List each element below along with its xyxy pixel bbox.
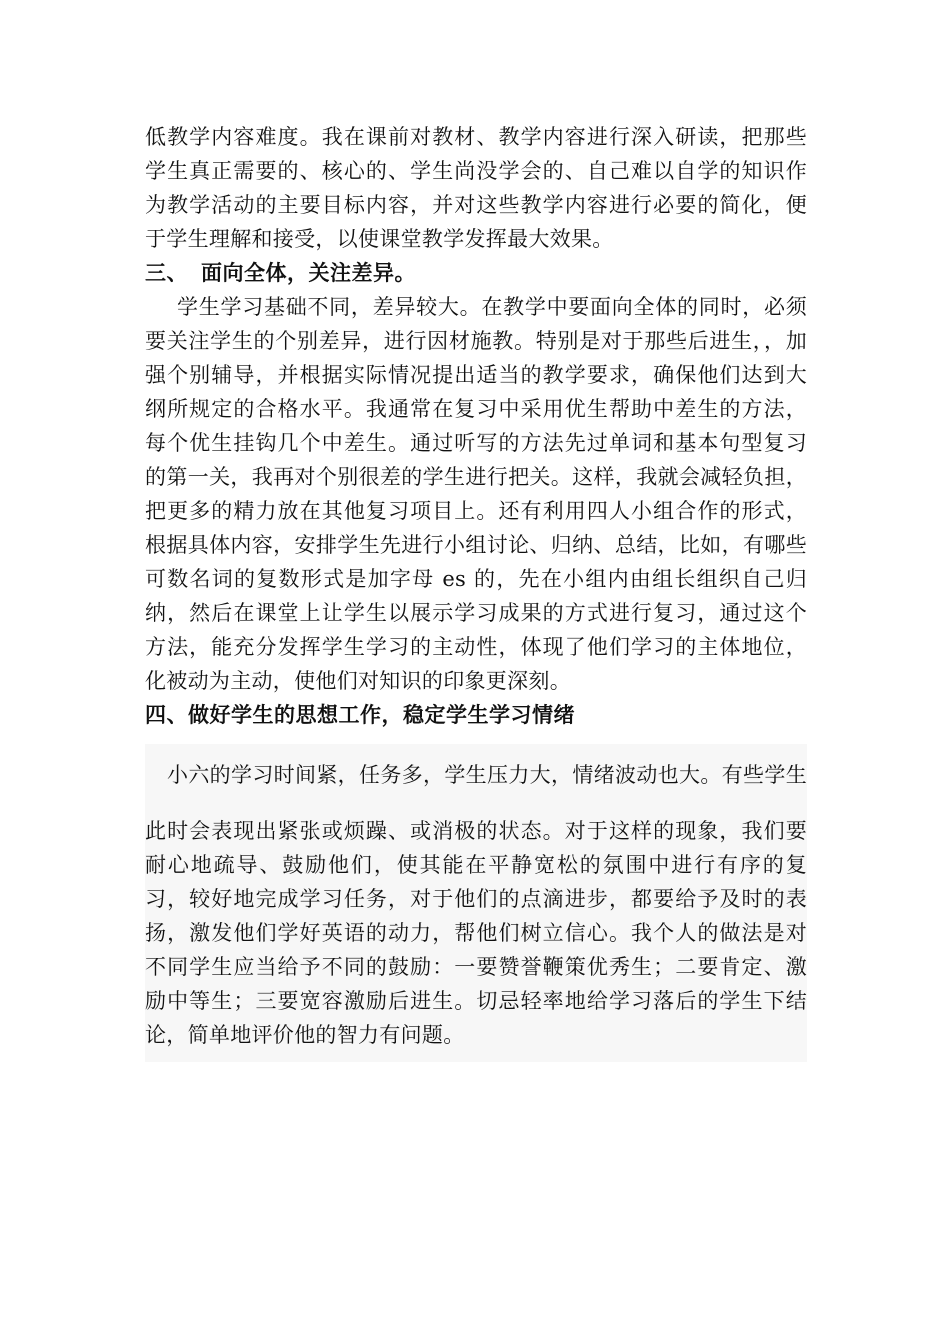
document-page: [145, 120, 807, 1062]
paragraph-line: 学生学习基础不同，差异较大。在教学中要面向全体的同时，必须: [177, 295, 807, 319]
paragraph-line: 扬，激发他们学好英语的动力，帮他们树立信心。我个人的做法是对: [145, 921, 807, 945]
section3-paragraph: [145, 290, 807, 698]
paragraph-line: 把更多的精力放在其他复习项目上。还有利用四人小组合作的形式，: [145, 499, 807, 523]
section3-number: 三、: [145, 260, 188, 285]
section2-tail-paragraph: [145, 120, 807, 256]
paragraph-line: 励中等生；三要宽容激励后进生。切忌轻率地给学习落后的学生下结: [145, 989, 807, 1013]
paragraph-line: 习，较好地完成学习任务，对于他们的点滴进步，都要给予及时的表: [145, 887, 807, 911]
paragraph-line: 不同学生应当给予不同的鼓励：一要赞誉鞭策优秀生；二要肯定、激: [145, 955, 807, 979]
paragraph-line: 方法，能充分发挥学生学习的主动性，体现了他们学习的主体地位，: [145, 635, 807, 659]
paragraph-line: 每个优生挂钩几个中差生。通过听写的方法先过单词和基本句型复习: [145, 431, 807, 455]
paragraph-line: 耐心地疏导、鼓励他们，使其能在平静宽松的氛围中进行有序的复: [145, 853, 807, 877]
paragraph-line: 纳，然后在课堂上让学生以展示学习成果的方式进行复习，通过这个: [145, 601, 807, 625]
paragraph-line: 纲所规定的合格水平。我通常在复习中采用优生帮助中差生的方法，: [145, 397, 807, 421]
paragraph-line: 强个别辅导，并根据实际情况提出适当的教学要求，确保他们达到大: [145, 363, 807, 387]
paragraph-line: 根据具体内容，安排学生先进行小组讨论、归纳、总结，比如，有哪些: [145, 533, 807, 557]
paragraph-line: 于学生理解和接受，以使课堂教学发挥最大效果。: [145, 227, 614, 251]
paragraph-line: 的第一关，我再对个别很差的学生进行把关。这样，我就会减轻负担，: [145, 465, 807, 489]
paragraph-line: 低教学内容难度。我在课前对教材、教学内容进行深入研读，把那些: [145, 125, 807, 149]
paragraph-line: 学生真正需要的、核心的、学生尚没学会的、自己难以自学的知识作: [145, 159, 807, 183]
section3-heading: [145, 256, 807, 290]
paragraph-line: 为教学活动的主要目标内容，并对这些教学内容进行必要的简化，便: [145, 193, 807, 217]
paragraph-line: 小六的学习时间紧，任务多，学生压力大，情绪波动也大。有些学生: [167, 763, 807, 787]
section3-title: 面向全体，关注差异。: [201, 260, 416, 285]
paragraph-line: 论，简单地评价他的智力有问题。: [145, 1023, 465, 1047]
paragraph-line: 可数名词的复数形式是加字母 es 的，先在小组内由组长组织自己归: [145, 567, 807, 591]
section4-heading: 四、做好学生的思想工作，稳定学生学习情绪: [145, 702, 575, 727]
section4-paragraph: [145, 744, 807, 1062]
paragraph-line: 化被动为主动，使他们对知识的印象更深刻。: [145, 669, 571, 693]
paragraph-line: 要关注学生的个别差异，进行因材施教。特别是对于那些后进生，，加: [145, 329, 807, 353]
paragraph-line: 此时会表现出紧张或烦躁、或消极的状态。对于这样的现象，我们要: [145, 819, 807, 843]
